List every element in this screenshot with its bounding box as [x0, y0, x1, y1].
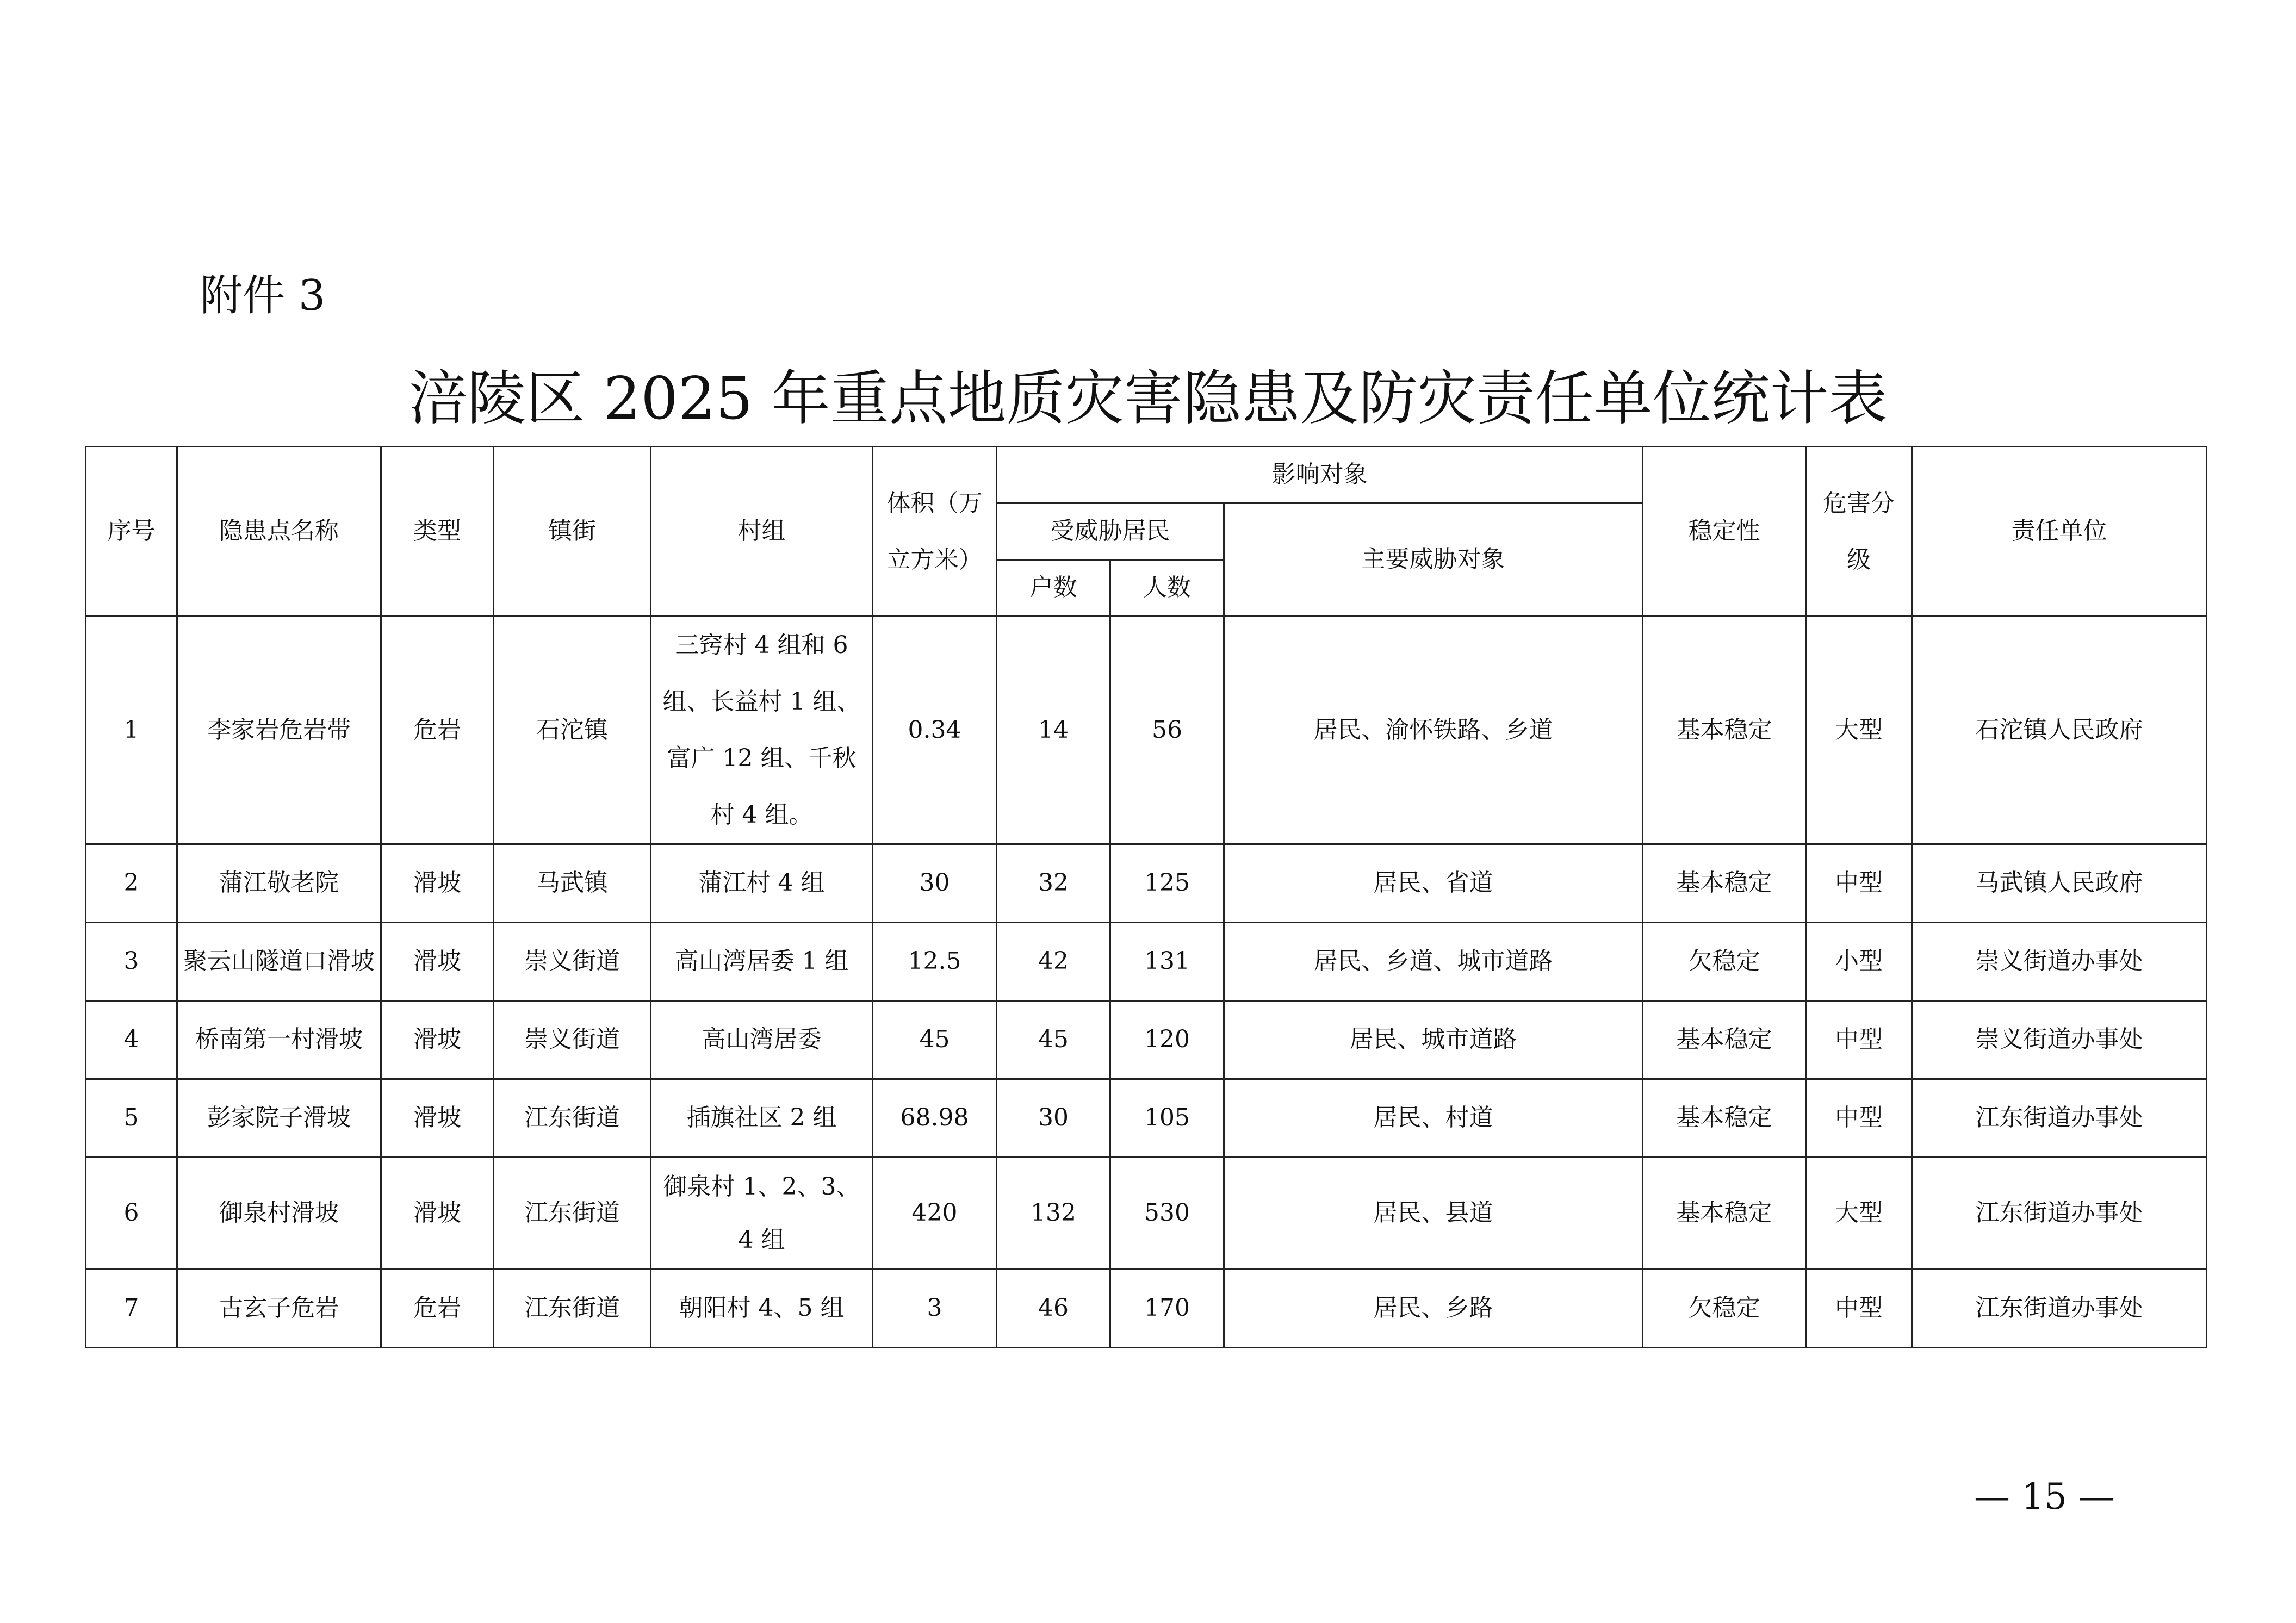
table-row — [86, 1270, 2207, 1348]
header-households: 户数 — [997, 560, 1110, 617]
page-number: — 15 — — [1974, 1476, 2114, 1518]
cell-volume: 45 — [873, 1001, 997, 1079]
cell-seq: 4 — [86, 1001, 177, 1079]
cell-unit: 江东街道办事处 — [1912, 1158, 2207, 1270]
cell-town: 江东街道 — [494, 1270, 651, 1348]
header-name: 隐患点名称 — [177, 447, 381, 617]
cell-stability: 基本稳定 — [1643, 844, 1806, 923]
cell-unit: 石沱镇人民政府 — [1912, 617, 2207, 844]
cell-village: 蒲江村 4 组 — [651, 844, 873, 923]
cell-name: 古玄子危岩 — [177, 1270, 381, 1348]
cell-seq: 5 — [86, 1079, 177, 1158]
cell-village: 朝阳村 4、5 组 — [651, 1270, 873, 1348]
cell-volume: 420 — [873, 1158, 997, 1270]
cell-main-objects: 居民、省道 — [1224, 844, 1643, 923]
cell-name: 蒲江敬老院 — [177, 844, 381, 923]
header-unit: 责任单位 — [1912, 447, 2207, 617]
cell-village: 高山湾居委 1 组 — [651, 923, 873, 1001]
header-main-objects: 主要威胁对象 — [1224, 503, 1643, 617]
cell-people: 170 — [1110, 1270, 1224, 1348]
cell-type: 危岩 — [381, 1270, 494, 1348]
cell-type: 滑坡 — [381, 1001, 494, 1079]
cell-unit: 崇义街道办事处 — [1912, 923, 2207, 1001]
cell-stability: 基本稳定 — [1643, 1158, 1806, 1270]
cell-volume: 3 — [873, 1270, 997, 1348]
cell-town: 崇义街道 — [494, 1001, 651, 1079]
cell-name: 聚云山隧道口滑坡 — [177, 923, 381, 1001]
cell-unit: 崇义街道办事处 — [1912, 1001, 2207, 1079]
cell-stability: 基本稳定 — [1643, 617, 1806, 844]
cell-households: 30 — [997, 1079, 1110, 1158]
table-row — [86, 923, 2207, 1001]
cell-volume: 12.5 — [873, 923, 997, 1001]
cell-seq: 1 — [86, 617, 177, 844]
cell-level: 大型 — [1806, 1158, 1912, 1270]
table-row — [86, 844, 2207, 923]
cell-volume: 30 — [873, 844, 997, 923]
cell-people: 530 — [1110, 1158, 1224, 1270]
header-residents: 受威胁居民 — [997, 503, 1224, 560]
table-row — [86, 1158, 2207, 1270]
table-row — [86, 617, 2207, 844]
cell-seq: 2 — [86, 844, 177, 923]
cell-level: 小型 — [1806, 923, 1912, 1001]
cell-main-objects: 居民、县道 — [1224, 1158, 1643, 1270]
cell-unit: 江东街道办事处 — [1912, 1079, 2207, 1158]
header-volume: 体积（万立方米） — [873, 447, 997, 617]
cell-main-objects: 居民、城市道路 — [1224, 1001, 1643, 1079]
cell-name: 御泉村滑坡 — [177, 1158, 381, 1270]
cell-name: 桥南第一村滑坡 — [177, 1001, 381, 1079]
cell-seq: 3 — [86, 923, 177, 1001]
cell-level: 中型 — [1806, 1270, 1912, 1348]
cell-stability: 欠稳定 — [1643, 1270, 1806, 1348]
header-village: 村组 — [651, 447, 873, 617]
cell-households: 32 — [997, 844, 1110, 923]
cell-village: 插旗社区 2 组 — [651, 1079, 873, 1158]
cell-households: 132 — [997, 1158, 1110, 1270]
header-affected: 影响对象 — [997, 447, 1643, 503]
cell-people: 120 — [1110, 1001, 1224, 1079]
cell-volume: 0.34 — [873, 617, 997, 844]
cell-town: 江东街道 — [494, 1158, 651, 1270]
cell-people: 131 — [1110, 923, 1224, 1001]
cell-main-objects: 居民、乡道、城市道路 — [1224, 923, 1643, 1001]
cell-households: 45 — [997, 1001, 1110, 1079]
cell-village: 御泉村 1、2、3、4 组 — [651, 1158, 873, 1270]
page-title: 涪陵区 2025 年重点地质灾害隐患及防灾责任单位统计表 — [408, 365, 1888, 433]
cell-households: 14 — [997, 617, 1110, 844]
header-stability: 稳定性 — [1643, 447, 1806, 617]
header-people: 人数 — [1110, 560, 1224, 617]
cell-stability: 欠稳定 — [1643, 923, 1806, 1001]
cell-type: 危岩 — [381, 617, 494, 844]
cell-village: 三窍村 4 组和 6 组、长益村 1 组、富广 12 组、千秋村 4 组。 — [651, 617, 873, 844]
cell-town: 石沱镇 — [494, 617, 651, 844]
table-row — [86, 1001, 2207, 1079]
cell-unit: 江东街道办事处 — [1912, 1270, 2207, 1348]
cell-stability: 基本稳定 — [1643, 1001, 1806, 1079]
cell-unit: 马武镇人民政府 — [1912, 844, 2207, 923]
cell-type: 滑坡 — [381, 1079, 494, 1158]
cell-town: 崇义街道 — [494, 923, 651, 1001]
cell-level: 中型 — [1806, 1001, 1912, 1079]
cell-name: 彭家院子滑坡 — [177, 1079, 381, 1158]
cell-households: 46 — [997, 1270, 1110, 1348]
header-level: 危害分级 — [1806, 447, 1912, 617]
cell-name: 李家岩危岩带 — [177, 617, 381, 844]
cell-main-objects: 居民、乡路 — [1224, 1270, 1643, 1348]
header-type: 类型 — [381, 447, 494, 617]
table-row — [86, 1079, 2207, 1158]
annex-label: 附件 3 — [200, 271, 326, 320]
cell-seq: 7 — [86, 1270, 177, 1348]
cell-type: 滑坡 — [381, 1158, 494, 1270]
cell-people: 125 — [1110, 844, 1224, 923]
cell-type: 滑坡 — [381, 844, 494, 923]
hazard-statistics-table — [85, 446, 2207, 1348]
cell-seq: 6 — [86, 1158, 177, 1270]
cell-level: 中型 — [1806, 844, 1912, 923]
cell-people: 105 — [1110, 1079, 1224, 1158]
cell-town: 马武镇 — [494, 844, 651, 923]
cell-level: 大型 — [1806, 617, 1912, 844]
cell-people: 56 — [1110, 617, 1224, 844]
cell-main-objects: 居民、渝怀铁路、乡道 — [1224, 617, 1643, 844]
cell-village: 高山湾居委 — [651, 1001, 873, 1079]
cell-stability: 基本稳定 — [1643, 1079, 1806, 1158]
cell-households: 42 — [997, 923, 1110, 1001]
header-town: 镇街 — [494, 447, 651, 617]
header-seq: 序号 — [86, 447, 177, 617]
cell-volume: 68.98 — [873, 1079, 997, 1158]
cell-town: 江东街道 — [494, 1079, 651, 1158]
cell-main-objects: 居民、村道 — [1224, 1079, 1643, 1158]
cell-type: 滑坡 — [381, 923, 494, 1001]
cell-level: 中型 — [1806, 1079, 1912, 1158]
